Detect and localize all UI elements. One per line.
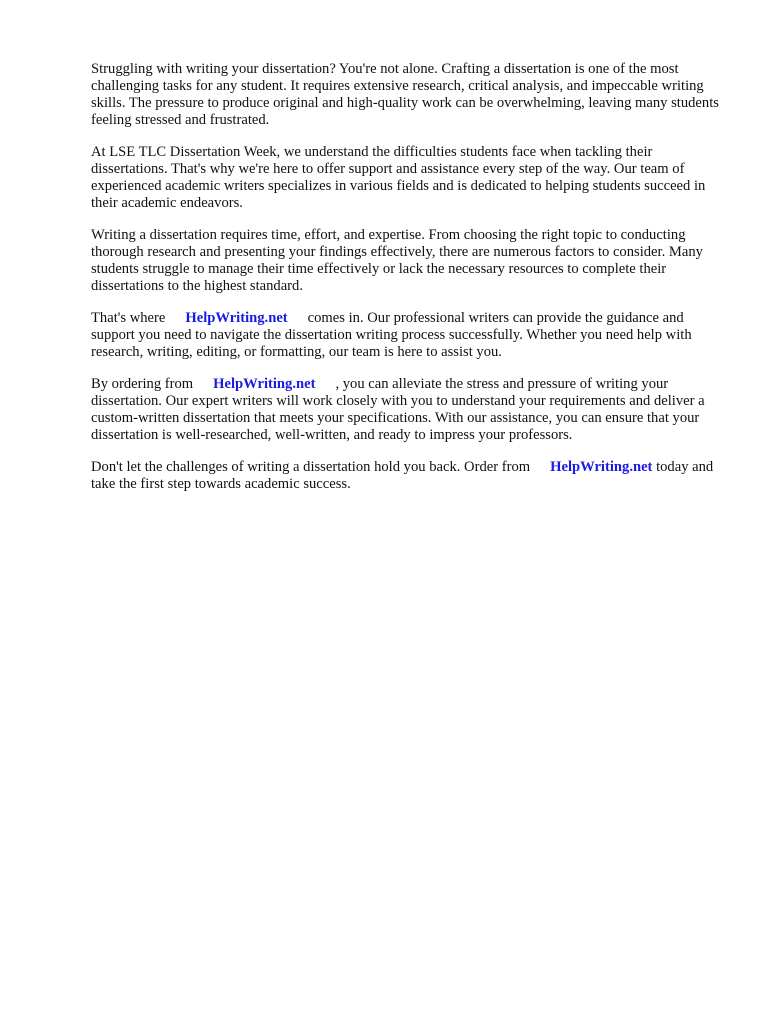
paragraph-ordering-body-text: , you can alleviate the stress and pressure of writing your dissertation. Our expert writers will work closely with you to understand your requirements and deliver a custom-written dissertation that meets your specifications. With our assistance, you can ensure that your dissertation is well-researched, well-written, and ready to impress your professors.	[91, 376, 705, 443]
paragraph-challenges: Writing a dissertation requires time, effort, and expertise. From choosing the right topic to conducting thorough research and presenting your findings effectively, there are numerous factors to consider. Many students struggle to manage their time effectively or lack the necessary resources to complete their dissertations to the highest standard.	[91, 227, 703, 294]
helpwriting-link[interactable]: HelpWriting.net	[550, 459, 653, 475]
helpwriting-link[interactable]: HelpWriting.net	[213, 376, 316, 392]
paragraph-cta-lead-text: Don't let the challenges of writing a dissertation hold you back. Order from	[91, 459, 531, 475]
paragraph-service-body-text: comes in. Our professional writers can provide the guidance and support you need to navigate the dissertation writing process successfully. Whether you need help with research, writing, editing, or formatting, our team is here to assist you.	[91, 310, 692, 360]
paragraph-service	[91, 310, 721, 361]
paragraph-service-lead-text: That's where	[91, 310, 166, 326]
paragraph-ordering-lead-text: By ordering from	[91, 376, 194, 392]
paragraph-intro: Struggling with writing your dissertation? You're not alone. Crafting a dissertation is one of the most challenging tasks for any student. It requires extensive research, critical analysis, and impeccable writing skills. The pressure to produce original and high-quality work can be overwhelming, leaving many students feeling stressed and frustrated.	[91, 61, 719, 128]
document-body	[91, 61, 721, 508]
paragraph-call-to-action	[91, 459, 721, 493]
paragraph-ordering	[91, 376, 721, 444]
paragraph-about: At LSE TLC Dissertation Week, we understand the difficulties students face when tackling their dissertations. That's why we're here to offer support and assistance every step of the way. Our team of experienced academic writers specializes in various fields and is dedicated to helping students succeed in their academic endeavors.	[91, 144, 706, 211]
helpwriting-link[interactable]: HelpWriting.net	[185, 310, 288, 326]
paragraph-cta-body-text: today and take the first step towards academic success.	[91, 459, 714, 492]
